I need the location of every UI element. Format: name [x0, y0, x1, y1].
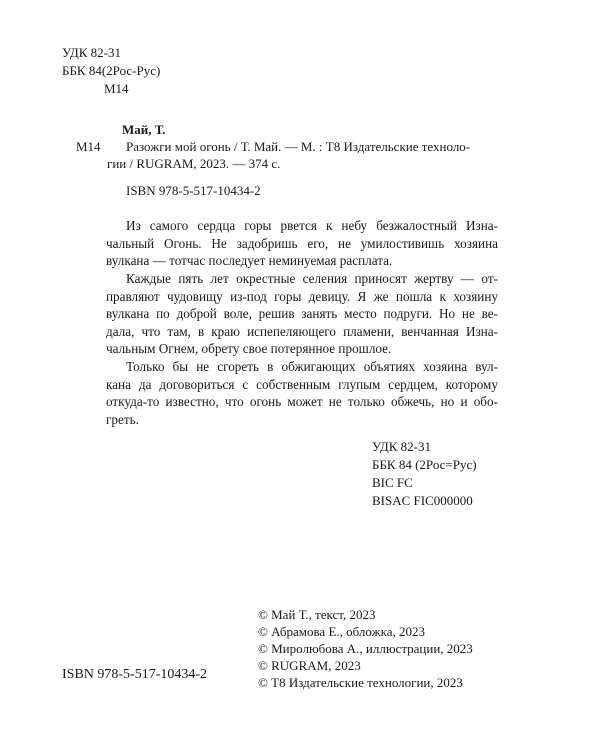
- annotation-line: Каждые пять лет окрестные селения приносят жертву — от-: [126, 271, 498, 286]
- annotation-line: правляют чудовищу из-под горы девицу. Я же пошла к хозяину: [106, 288, 498, 304]
- annotation-line: греть.: [106, 411, 139, 427]
- record-title-line1: Разожги мой огонь / Т. Май. — М. : Т8 Издательские техноло-: [126, 139, 471, 154]
- top-author-mark: М14: [104, 81, 129, 96]
- annotation-paragraph-3: [106, 358, 498, 428]
- class-bisac: BISAC FIC000000: [372, 493, 473, 508]
- record-title-line2: гии / RUGRAM, 2023. — 374 с.: [107, 156, 281, 171]
- copyright-line: © Миролюбова А., иллюстрации, 2023: [258, 641, 473, 656]
- record-author: Май, Т.: [122, 122, 166, 137]
- classification-codes: [372, 438, 477, 510]
- annotation-line: вулкана — тотчас последует неминуемая расплата.: [106, 253, 393, 269]
- copyright-line: © RUGRAM, 2023: [258, 658, 361, 673]
- copyright-line: © Т8 Издательские технологии, 2023: [258, 675, 463, 690]
- top-udk: УДК 82-31: [62, 45, 122, 60]
- annotation-paragraph-2: [106, 270, 498, 358]
- copyright-line: © Абрамова Е., обложка, 2023: [258, 624, 425, 639]
- annotation-line: дала, что там, в краю испепеляющего пламени, венчанная Изна-: [106, 323, 498, 339]
- annotation-line: чальный Огонь. Не задобришь его, не умилостивишь хозяина: [106, 235, 498, 251]
- class-bbk: ББК 84 (2Рос=Рус): [372, 457, 477, 472]
- annotation-paragraph-1: [106, 217, 498, 270]
- annotation-line: откуда-то известно, что огонь может не только обжечь, но и обо-: [106, 394, 498, 410]
- annotation-line: Из самого сердца горы рвется к небу безжалостный Изна-: [126, 218, 498, 233]
- copyright-block: [258, 606, 473, 691]
- copyright-line: © Май Т., текст, 2023: [258, 607, 376, 622]
- class-udk: УДК 82-31: [372, 439, 432, 454]
- annotation-line: Только бы не сгореть в обжигающих объятиях хозяина вул-: [126, 359, 498, 374]
- annotation-line: кана да договориться с собственным глупым сердцем, которому: [106, 376, 498, 392]
- annotation-line: чальным Огнем, обрету свое потерянное прошлое.: [106, 341, 392, 357]
- record-author-mark: М14: [76, 139, 101, 154]
- record-isbn: ISBN 978-5-517-10434-2: [126, 183, 261, 198]
- annotation-line: вулкана по доброй воле, решив занять место подруги. Но не ве-: [106, 306, 498, 322]
- top-bbk: ББК 84(2Рос-Рус): [62, 63, 161, 78]
- class-bic: BIC FC: [372, 475, 413, 490]
- bottom-isbn: ISBN 978-5-517-10434-2: [62, 667, 208, 682]
